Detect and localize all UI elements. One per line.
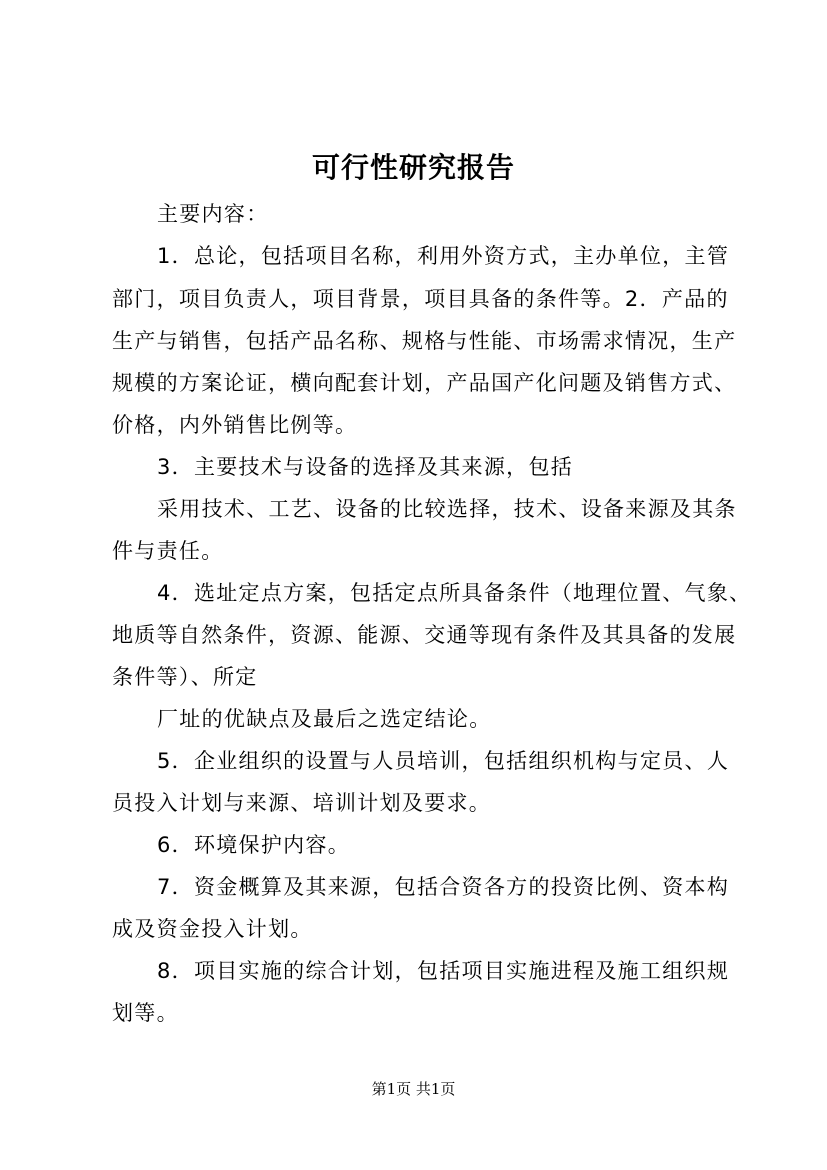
paragraph-line: 部门，项目负责人，项目背景，项目具备的条件等。2．产品的 <box>112 287 729 311</box>
document-title: 可行性研究报告 <box>311 151 515 184</box>
page-number-footer: 第1页 共1页 <box>371 1080 456 1098</box>
paragraph-line: 成及资金投入计划。 <box>112 917 313 941</box>
paragraph-line: 8．项目实施的综合计划，包括项目实施进程及施工组织规 <box>157 959 730 983</box>
paragraph-line: 6．环境保护内容。 <box>157 833 351 857</box>
paragraph-line: 划等。 <box>112 1001 179 1025</box>
paragraph-line: 5．企业组织的设置与人员培训，包括组织机构与定员、人 <box>157 749 730 773</box>
paragraph-line: 采用技术、工艺、设备的比较选择，技术、设备来源及其条 <box>157 497 737 521</box>
paragraph-line: 4．选址定点方案，包括定点所具备条件（地理位置、气象、 <box>157 581 752 605</box>
paragraph-line: 厂址的优缺点及最后之选定结论。 <box>157 707 492 731</box>
section-heading-main-content: 主要内容： <box>157 202 269 226</box>
paragraph-line: 生产与销售，包括产品名称、规格与性能、市场需求情况，生产 <box>112 329 737 353</box>
paragraph-line: 员投入计划与来源、培训计划及要求。 <box>112 791 492 815</box>
paragraph-line: 7．资金概算及其来源，包括合资各方的投资比例、资本构 <box>157 875 730 899</box>
paragraph-line: 规模的方案论证，横向配套计划，产品国产化问题及销售方式、 <box>112 371 737 395</box>
paragraph-line: 件与责任。 <box>112 539 224 563</box>
paragraph-line: 条件等）、所定 <box>112 665 258 689</box>
paragraph-line: 1．总论，包括项目名称，利用外资方式，主办单位，主管 <box>157 244 730 268</box>
paragraph-line: 价格，内外销售比例等。 <box>112 413 358 437</box>
paragraph-line: 地质等自然条件，资源、能源、交通等现有条件及其具备的发展 <box>112 623 737 647</box>
paragraph-line: 3．主要技术与设备的选择及其来源，包括 <box>157 455 574 479</box>
